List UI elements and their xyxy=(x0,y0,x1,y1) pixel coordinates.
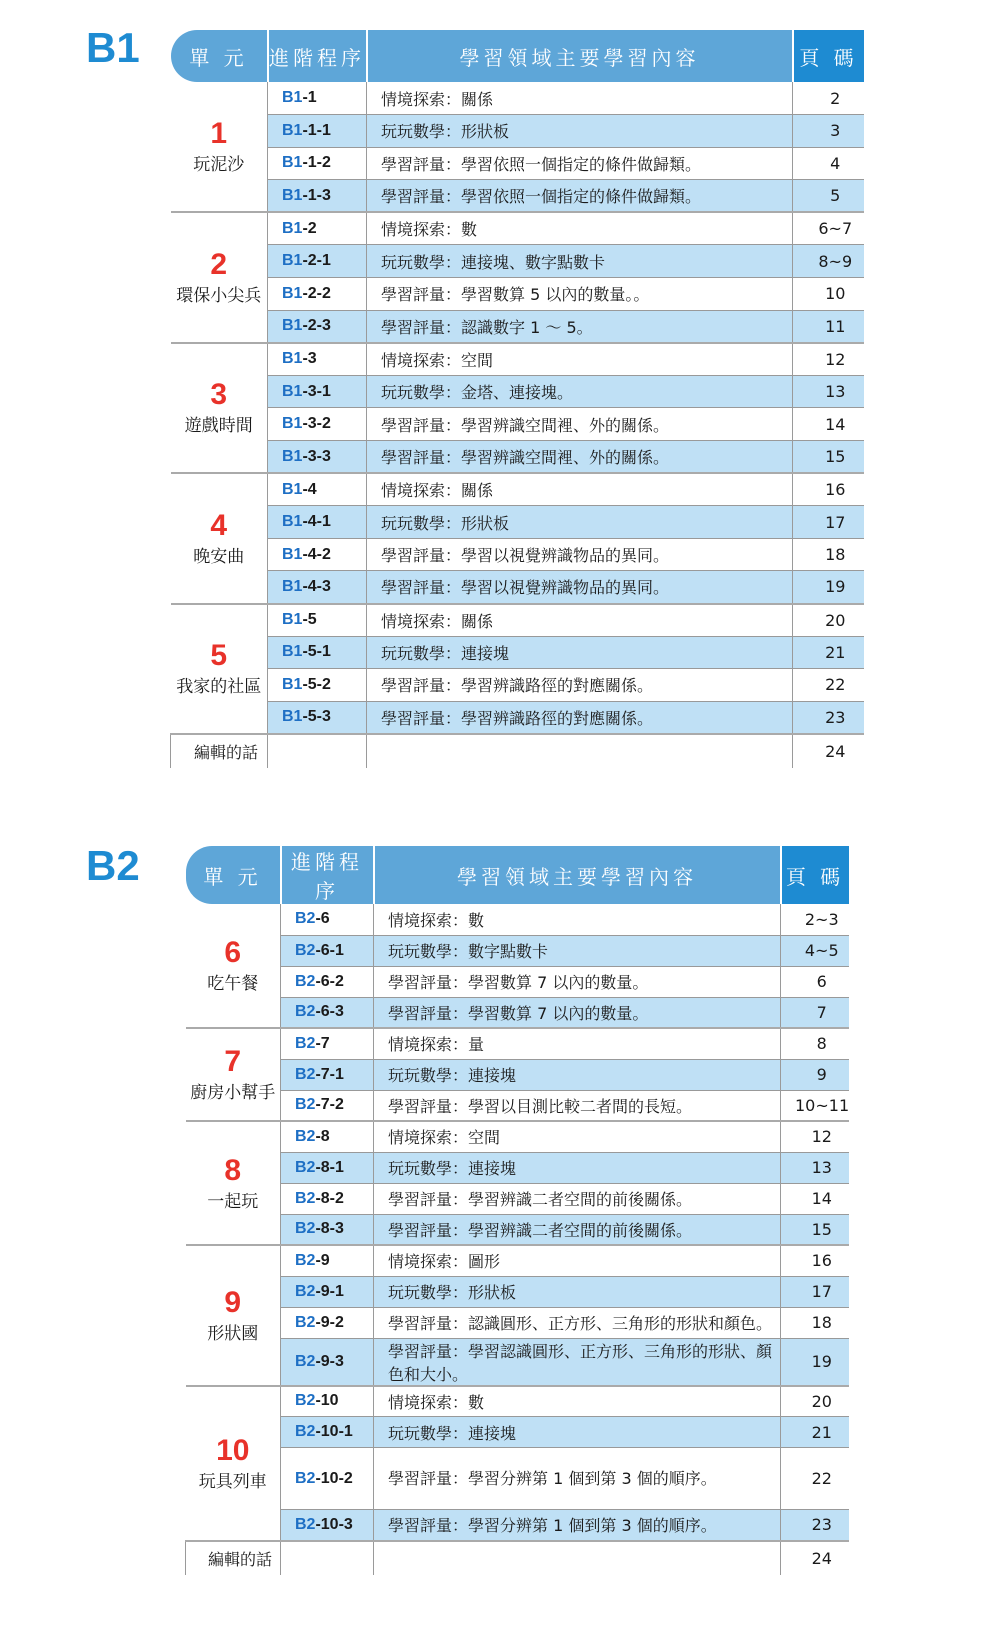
page-number: 19 xyxy=(793,571,864,604)
unit-cell xyxy=(171,473,268,603)
table-row xyxy=(186,966,849,997)
step-code xyxy=(281,1386,374,1417)
page-number: 6 xyxy=(781,966,849,997)
page-number: 5 xyxy=(793,180,864,213)
header-page: 頁 碼 xyxy=(793,30,864,82)
unit-number: 4 xyxy=(210,508,228,542)
editor-row xyxy=(186,1541,849,1575)
step-code-prefix: B2 xyxy=(295,941,316,959)
table-row xyxy=(186,1448,849,1510)
table-row xyxy=(171,571,864,604)
step-code xyxy=(268,115,367,148)
table-row xyxy=(186,997,849,1028)
unit-cell xyxy=(186,1028,281,1121)
step-code-suffix: -5-3 xyxy=(302,708,331,726)
learning-content: 學習評量：學習數算 7 以內的數量。 xyxy=(374,997,781,1028)
step-code-prefix: B2 xyxy=(295,1189,316,1207)
page-number: 12 xyxy=(793,343,864,376)
step-code-prefix: B2 xyxy=(295,1065,316,1083)
step-code-prefix: B1 xyxy=(282,219,303,237)
table-row xyxy=(171,343,864,376)
step-code xyxy=(281,1417,374,1448)
step-code xyxy=(281,1448,374,1510)
step-code xyxy=(281,1121,374,1152)
step-code-suffix: -5 xyxy=(302,611,317,629)
page-number: 16 xyxy=(781,1245,849,1276)
step-code-prefix: B2 xyxy=(295,1003,316,1021)
learning-content: 學習評量：學習數算 7 以內的數量。 xyxy=(374,966,781,997)
step-code-prefix: B1 xyxy=(282,382,303,400)
page-number: 20 xyxy=(793,604,864,637)
step-code-prefix: B2 xyxy=(295,1251,316,1269)
page-number: 10~11 xyxy=(781,1090,849,1121)
header-content: 學習領域主要學習內容 xyxy=(374,846,781,904)
step-code xyxy=(281,1028,374,1059)
step-code-suffix: -3-3 xyxy=(302,447,331,465)
table-row xyxy=(171,636,864,669)
step-code-prefix: B1 xyxy=(282,154,303,172)
table-row xyxy=(171,669,864,702)
learning-content: 學習評量：認識圓形、正方形、三角形的形狀和顏色。 xyxy=(374,1307,781,1338)
learning-content: 情境探索：空間 xyxy=(374,1121,781,1152)
learning-content: 學習評量：學習辨識二者空間的前後關係。 xyxy=(374,1214,781,1245)
step-code-suffix: -7-2 xyxy=(315,1096,344,1114)
learning-content: 學習評量：學習辨識空間裡、外的關係。 xyxy=(367,441,793,474)
learning-content: 情境探索：關係 xyxy=(367,473,793,506)
step-code-suffix: -6 xyxy=(315,910,330,928)
editor-note-label: 編輯的話 xyxy=(171,734,268,768)
step-code xyxy=(268,180,367,213)
step-code-prefix: B2 xyxy=(295,1127,316,1145)
page-number: 15 xyxy=(793,441,864,474)
step-code-prefix: B2 xyxy=(295,1515,316,1533)
step-code-prefix: B2 xyxy=(295,1220,316,1238)
table-row xyxy=(186,1214,849,1245)
step-code-suffix: -9-2 xyxy=(315,1313,344,1331)
learning-content: 玩玩數學：形狀板 xyxy=(367,115,793,148)
editor-note-label: 編輯的話 xyxy=(186,1541,281,1575)
step-code xyxy=(281,1245,374,1276)
table-row xyxy=(171,701,864,734)
page-number: 16 xyxy=(793,473,864,506)
table-row xyxy=(171,115,864,148)
table-row xyxy=(186,1510,849,1541)
step-code-prefix: B1 xyxy=(282,121,303,139)
step-code-suffix: -4 xyxy=(302,480,317,498)
page-number: 13 xyxy=(793,375,864,408)
step-code-suffix: -1 xyxy=(302,89,317,107)
page-number: 18 xyxy=(793,538,864,571)
unit-name: 玩具列車 xyxy=(198,1471,267,1492)
table-row xyxy=(186,1276,849,1307)
page-number: 22 xyxy=(781,1448,849,1510)
step-code xyxy=(268,310,367,343)
editor-row xyxy=(171,734,864,768)
page-number: 2~3 xyxy=(781,904,849,935)
page-number: 4 xyxy=(793,147,864,180)
unit-number: 7 xyxy=(224,1045,242,1078)
page-number: 18 xyxy=(781,1307,849,1338)
page-number: 14 xyxy=(781,1183,849,1214)
table-row xyxy=(186,904,849,935)
unit-number: 2 xyxy=(210,248,228,282)
editor-page-number: 24 xyxy=(781,1541,849,1575)
learning-content: 玩玩數學：數字點數卡 xyxy=(374,935,781,966)
step-code xyxy=(268,278,367,311)
table-row xyxy=(171,310,864,343)
header-page: 頁 碼 xyxy=(781,846,849,904)
learning-content: 情境探索：量 xyxy=(374,1028,781,1059)
table-row xyxy=(171,604,864,637)
step-code-prefix: B1 xyxy=(282,415,303,433)
page-number: 17 xyxy=(793,506,864,539)
table-row xyxy=(171,180,864,213)
learning-content: 玩玩數學：形狀板 xyxy=(374,1276,781,1307)
step-code xyxy=(281,1090,374,1121)
learning-content: 玩玩數學：金塔、連接塊。 xyxy=(367,375,793,408)
table-row xyxy=(171,506,864,539)
step-code-prefix: B2 xyxy=(295,1352,316,1370)
page-number: 3 xyxy=(793,115,864,148)
table-row xyxy=(186,1028,849,1059)
unit-name: 遊戲時間 xyxy=(184,416,253,437)
step-code-suffix: -10 xyxy=(315,1392,339,1410)
learning-content: 玩玩數學：連接塊 xyxy=(367,636,793,669)
step-code-suffix: -4-2 xyxy=(302,545,331,563)
unit-name: 廚房小幫手 xyxy=(190,1083,276,1103)
table-row xyxy=(171,82,864,115)
table-row xyxy=(186,1245,849,1276)
learning-content: 學習評量：認識數字 1 ～ 5。 xyxy=(367,310,793,343)
page-number: 23 xyxy=(781,1510,849,1541)
step-code-prefix: B2 xyxy=(295,1034,316,1052)
learning-content: 學習評量：學習分辨第 1 個到第 3 個的順序。 xyxy=(374,1448,781,1510)
step-code xyxy=(268,669,367,702)
step-code-prefix: B1 xyxy=(282,513,303,531)
learning-content: 學習評量：學習認識圓形、正方形、三角形的形狀、顏色和大小。 xyxy=(374,1338,781,1386)
step-code xyxy=(281,1152,374,1183)
page-number: 6~7 xyxy=(793,212,864,245)
step-code xyxy=(268,375,367,408)
step-code xyxy=(281,1338,374,1386)
learning-content: 學習評量：學習辨識空間裡、外的關係。 xyxy=(367,408,793,441)
unit-name: 環保小尖兵 xyxy=(176,286,262,307)
learning-content: 學習評量：學習依照一個指定的條件做歸類。 xyxy=(367,180,793,213)
learning-content: 情境探索：關係 xyxy=(367,82,793,115)
step-code xyxy=(268,408,367,441)
unit-number: 9 xyxy=(224,1285,242,1319)
step-code xyxy=(281,935,374,966)
step-code xyxy=(268,343,367,376)
step-code-prefix: B1 xyxy=(282,350,303,368)
step-code xyxy=(268,604,367,637)
step-code-suffix: -3-2 xyxy=(302,415,331,433)
step-code xyxy=(268,82,367,115)
step-code xyxy=(281,966,374,997)
page-number: 21 xyxy=(793,636,864,669)
header-content: 學習領域主要學習內容 xyxy=(367,30,793,82)
step-code-prefix: B1 xyxy=(282,317,303,335)
learning-content: 學習評量：學習依照一個指定的條件做歸類。 xyxy=(367,147,793,180)
step-code-suffix: -1-2 xyxy=(302,154,331,172)
step-code-suffix: -9-1 xyxy=(315,1282,344,1300)
page-number: 8~9 xyxy=(793,245,864,278)
learning-content: 情境探索：空間 xyxy=(367,343,793,376)
step-code xyxy=(268,636,367,669)
step-code-suffix: -4-3 xyxy=(302,577,331,595)
step-code-suffix: -7 xyxy=(315,1034,330,1052)
step-code xyxy=(268,212,367,245)
step-code-prefix: B1 xyxy=(282,447,303,465)
step-code-suffix: -1-1 xyxy=(302,121,331,139)
step-code xyxy=(268,506,367,539)
page-number: 10 xyxy=(793,278,864,311)
unit-name: 我家的社區 xyxy=(176,677,262,698)
step-code-suffix: -8-1 xyxy=(315,1158,344,1176)
unit-cell xyxy=(186,904,281,1028)
step-code-suffix: -7-1 xyxy=(315,1065,344,1083)
step-code-suffix: -10-3 xyxy=(315,1515,353,1533)
step-code-suffix: -3-1 xyxy=(302,382,331,400)
unit-number: 1 xyxy=(210,117,228,151)
unit-number: 10 xyxy=(216,1433,250,1467)
page-number: 8 xyxy=(781,1028,849,1059)
table-row xyxy=(186,1183,849,1214)
step-code xyxy=(281,1214,374,1245)
table-row xyxy=(186,1059,849,1090)
table-row xyxy=(171,538,864,571)
step-code-suffix: -8-3 xyxy=(315,1220,344,1238)
step-code-suffix: -8-2 xyxy=(315,1189,344,1207)
header-unit: 單 元 xyxy=(171,30,268,82)
step-code xyxy=(281,1059,374,1090)
step-code-prefix: B1 xyxy=(282,643,303,661)
unit-cell xyxy=(186,1245,281,1386)
section-label-b1: B1 xyxy=(86,24,140,71)
unit-name: 晚安曲 xyxy=(193,546,245,567)
step-code-prefix: B1 xyxy=(282,545,303,563)
learning-content: 玩玩數學：連接塊 xyxy=(374,1417,781,1448)
step-code-prefix: B1 xyxy=(282,284,303,302)
learning-content: 玩玩數學：連接塊 xyxy=(374,1059,781,1090)
header-unit: 單 元 xyxy=(186,846,281,904)
step-code-suffix: -6-2 xyxy=(315,972,344,990)
page-number: 12 xyxy=(781,1121,849,1152)
step-code-suffix: -2-2 xyxy=(302,284,331,302)
step-code xyxy=(281,1276,374,1307)
unit-cell xyxy=(171,604,268,734)
table-row xyxy=(186,935,849,966)
step-code-prefix: B2 xyxy=(295,1423,316,1440)
step-code-prefix: B2 xyxy=(295,1158,316,1176)
page-number: 15 xyxy=(781,1214,849,1245)
table-row xyxy=(186,1121,849,1152)
step-code-suffix: -10-1 xyxy=(315,1423,353,1440)
step-code-suffix: -6-3 xyxy=(315,1003,344,1021)
table-row xyxy=(171,441,864,474)
step-code-suffix: -9 xyxy=(315,1251,330,1269)
step-code-prefix: B1 xyxy=(282,708,303,726)
unit-name: 玩泥沙 xyxy=(193,155,245,176)
toc-table-b1 xyxy=(170,30,864,768)
step-code xyxy=(281,1510,374,1541)
learning-content: 情境探索：數 xyxy=(374,904,781,935)
step-code-prefix: B2 xyxy=(295,972,316,990)
step-code-suffix: -3 xyxy=(302,350,317,368)
page-number: 22 xyxy=(793,669,864,702)
page-number: 23 xyxy=(793,701,864,734)
table-row xyxy=(186,1152,849,1183)
learning-content: 玩玩數學：連接塊 xyxy=(374,1152,781,1183)
step-code-prefix: B2 xyxy=(295,1469,316,1487)
table-row xyxy=(186,1090,849,1121)
page-number: 2 xyxy=(793,82,864,115)
unit-name: 形狀國 xyxy=(207,1323,259,1344)
table-row xyxy=(186,1386,849,1417)
table-row xyxy=(171,245,864,278)
step-code xyxy=(268,538,367,571)
learning-content: 玩玩數學：連接塊、數字點數卡 xyxy=(367,245,793,278)
page-number: 7 xyxy=(781,997,849,1028)
learning-content: 情境探索：關係 xyxy=(367,604,793,637)
page-number: 21 xyxy=(781,1417,849,1448)
page-number: 14 xyxy=(793,408,864,441)
page-number: 20 xyxy=(781,1386,849,1417)
step-code xyxy=(268,147,367,180)
editor-page-number: 24 xyxy=(793,734,864,768)
step-code-suffix: -8 xyxy=(315,1127,330,1145)
unit-cell xyxy=(171,82,268,212)
table-row xyxy=(186,1417,849,1448)
section-label-b2: B2 xyxy=(86,842,140,889)
table-row xyxy=(186,1307,849,1338)
table-row xyxy=(171,147,864,180)
step-code-suffix: -9-3 xyxy=(315,1352,344,1370)
table-row xyxy=(171,212,864,245)
step-code xyxy=(281,997,374,1028)
learning-content: 學習評量：學習數算 5 以內的數量。。 xyxy=(367,278,793,311)
step-code-prefix: B2 xyxy=(295,1096,316,1114)
unit-number: 5 xyxy=(210,639,228,673)
unit-number: 8 xyxy=(224,1153,242,1187)
table-row xyxy=(171,473,864,506)
step-code-suffix: -2-3 xyxy=(302,317,331,335)
step-code-suffix: -2-1 xyxy=(302,252,331,270)
step-code xyxy=(281,904,374,935)
table-row xyxy=(171,408,864,441)
step-code xyxy=(268,245,367,278)
step-code-suffix: -10-2 xyxy=(315,1469,353,1487)
step-code-prefix: B1 xyxy=(282,611,303,629)
table-row xyxy=(171,375,864,408)
unit-name: 一起玩 xyxy=(207,1191,259,1212)
learning-content: 情境探索：數 xyxy=(374,1386,781,1417)
step-code-suffix: -6-1 xyxy=(315,941,344,959)
step-code xyxy=(281,1183,374,1214)
unit-number: 6 xyxy=(224,936,242,969)
table-row xyxy=(171,278,864,311)
step-code-suffix: -5-1 xyxy=(302,643,331,661)
learning-content: 學習評量：學習以視覺辨識物品的異同。 xyxy=(367,538,793,571)
page-number: 11 xyxy=(793,310,864,343)
step-code-suffix: -2 xyxy=(302,219,317,237)
step-code-prefix: B2 xyxy=(295,1392,316,1410)
unit-cell xyxy=(186,1386,281,1541)
unit-cell xyxy=(171,343,268,473)
page-number: 9 xyxy=(781,1059,849,1090)
step-code xyxy=(268,701,367,734)
step-code xyxy=(268,441,367,474)
step-code-prefix: B2 xyxy=(295,1313,316,1331)
learning-content: 學習評量：學習以目測比較二者間的長短。 xyxy=(374,1090,781,1121)
step-code-suffix: -5-2 xyxy=(302,675,331,693)
header-code: 進階程序 xyxy=(281,846,374,904)
step-code-prefix: B2 xyxy=(295,1282,316,1300)
table-row xyxy=(186,1338,849,1386)
learning-content: 學習評量：學習分辨第 1 個到第 3 個的順序。 xyxy=(374,1510,781,1541)
page-number: 4~5 xyxy=(781,935,849,966)
step-code-prefix: B2 xyxy=(295,910,316,928)
step-code-prefix: B1 xyxy=(282,186,303,204)
step-code-prefix: B1 xyxy=(282,577,303,595)
header-code: 進階程序 xyxy=(268,30,367,82)
learning-content: 學習評量：學習辨識路徑的對應關係。 xyxy=(367,669,793,702)
unit-cell xyxy=(171,212,268,342)
step-code-suffix: -4-1 xyxy=(302,513,331,531)
learning-content: 情境探索：圖形 xyxy=(374,1245,781,1276)
step-code xyxy=(281,1307,374,1338)
step-code-suffix: -1-3 xyxy=(302,186,331,204)
unit-cell xyxy=(186,1121,281,1245)
page-number: 13 xyxy=(781,1152,849,1183)
learning-content: 情境探索：數 xyxy=(367,212,793,245)
page-number: 19 xyxy=(781,1338,849,1386)
learning-content: 玩玩數學：形狀板 xyxy=(367,506,793,539)
page-number: 17 xyxy=(781,1276,849,1307)
step-code-prefix: B1 xyxy=(282,252,303,270)
learning-content: 學習評量：學習以視覺辨識物品的異同。 xyxy=(367,571,793,604)
step-code-prefix: B1 xyxy=(282,675,303,693)
learning-content: 學習評量：學習辨識二者空間的前後關係。 xyxy=(374,1183,781,1214)
step-code xyxy=(268,473,367,506)
learning-content: 學習評量：學習辨識路徑的對應關係。 xyxy=(367,701,793,734)
step-code xyxy=(268,571,367,604)
step-code-prefix: B1 xyxy=(282,480,303,498)
toc-table-b2 xyxy=(185,846,849,1575)
step-code-prefix: B1 xyxy=(282,89,303,107)
unit-number: 3 xyxy=(210,378,228,412)
unit-name: 吃午餐 xyxy=(207,974,259,994)
